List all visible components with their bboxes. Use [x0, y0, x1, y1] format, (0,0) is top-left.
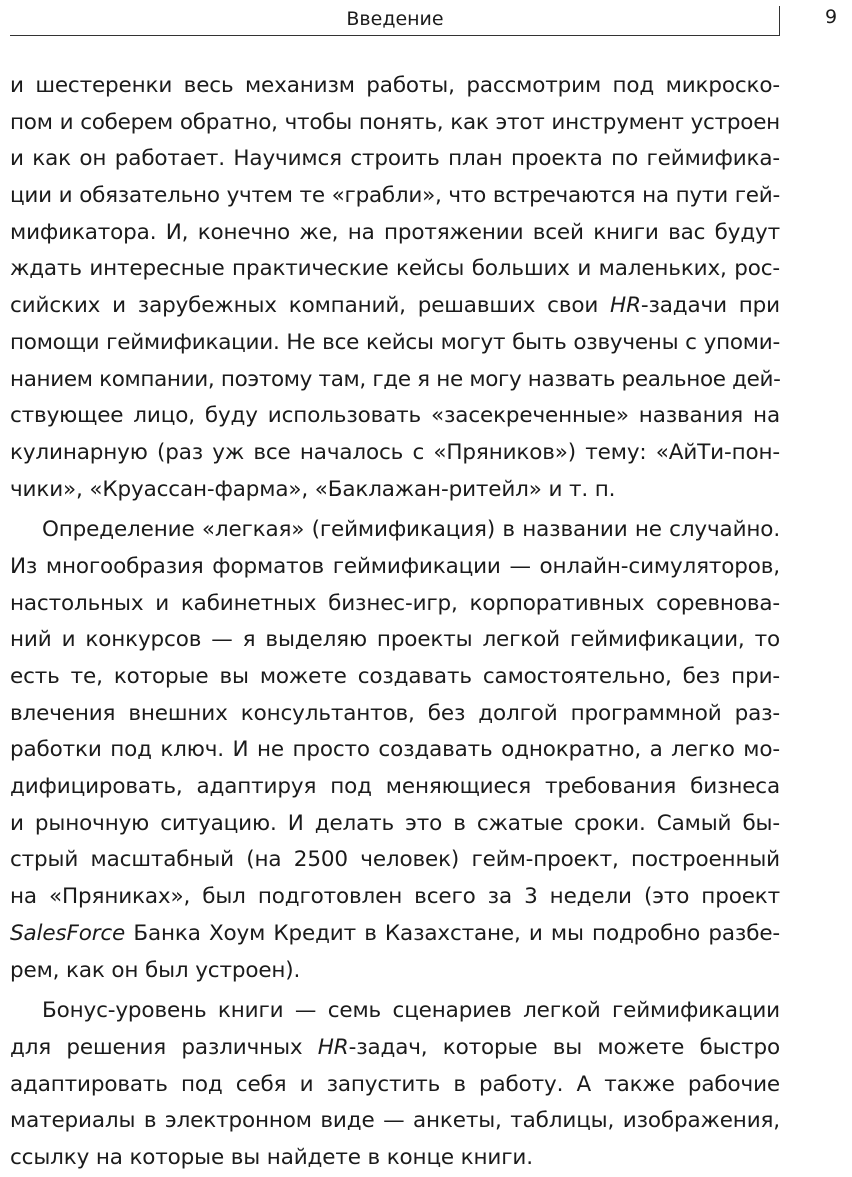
text-line: ции и обязательно учтем те «грабли», что встречаются на пути гей-: [10, 183, 780, 209]
text-run: для решения различных: [10, 1034, 318, 1060]
text-line: нанием компании, поэтому там, где я не могу назвать реальное дей-: [10, 366, 781, 392]
paragraph: [10, 512, 780, 989]
text-line: пом и соберем обратно, чтобы понять, как этот инструмент устроен: [10, 109, 780, 135]
page-number: 9: [824, 6, 838, 28]
text-line: Бонус-уровень книги — семь сценариев легкой геймификации: [42, 998, 780, 1024]
text-line: на «Пряниках», был подготовлен всего за 3 недели (это проект: [10, 884, 780, 910]
text-line: рем, как он был устроен).: [10, 957, 301, 983]
text-line: и как он работает. Научимся строить план проекта по геймифика-: [10, 146, 780, 172]
text-line: мификатора. И, конечно же, на протяжении всей книги вас будут: [10, 219, 780, 245]
italic-term: SalesForce: [10, 920, 126, 946]
running-header: [10, 6, 780, 36]
text-line: помощи геймификации. Не все кейсы могут быть озвучены с упоми-: [10, 329, 780, 355]
paragraph: [10, 993, 780, 1176]
text-line: Из многообразия форматов геймификации — онлайн-симуляторов,: [10, 553, 780, 579]
text-line: влечения внешних консультантов, без долгой программной раз-: [10, 700, 780, 726]
text-line: ний и конкурсов — я выделяю проекты легкой геймификации, то: [10, 627, 780, 653]
text-line: адаптировать под себя и запустить в работу. А также рабочие: [10, 1071, 780, 1097]
header-rule: [10, 35, 780, 36]
text-line: ссылку на которые вы найдете в конце книги.: [10, 1144, 533, 1170]
text-run: -задач, которые вы можете быстро: [348, 1034, 780, 1060]
text-line: [10, 288, 780, 325]
chapter-title: Введение: [346, 8, 444, 30]
italic-term: HR: [610, 293, 641, 319]
paragraph: [10, 68, 780, 508]
text-run: сийских и зарубежных компаний, решавших свои: [10, 293, 611, 319]
text-line: ствующее лицо, буду использовать «засекреченные» названия на: [10, 403, 780, 429]
text-line: кулинарную (раз уж все началось с «Пряников») тему: «АйТи-пон-: [10, 439, 780, 465]
text-run: -задачи при: [640, 293, 780, 319]
text-line: работки под ключ. И не просто создавать однократно, а легко мо-: [10, 737, 780, 763]
text-line: дифицировать, адаптируя под меняющиеся требования бизнеса: [10, 774, 780, 800]
text-line: [10, 1030, 780, 1067]
text-line: ждать интересные практические кейсы больших и маленьких, рос-: [10, 256, 780, 282]
italic-term: HR: [317, 1034, 349, 1060]
text-line: [10, 916, 780, 953]
text-run: Банка Хоум Кредит в Казахстане, и мы подробно разбе-: [125, 920, 780, 946]
text-line: материалы в электронном виде — анкеты, таблицы, изображения,: [10, 1108, 780, 1134]
text-line: чики», «Круассан-фарма», «Баклажан-ритейл» и т. п.: [10, 476, 616, 502]
body-text: [10, 68, 780, 1177]
text-line: и шестеренки весь механизм работы, рассмотрим под микроско-: [10, 73, 780, 98]
text-line: стрый масштабный (на 2500 человек) гейм-проект, построенный: [10, 847, 780, 873]
text-line: настольных и кабинетных бизнес-игр, корпоративных соревнова-: [10, 590, 780, 616]
text-line: есть те, которые вы можете создавать самостоятельно, без при-: [10, 664, 780, 689]
text-line: и рыночную ситуацию. И делать это в сжатые сроки. Самый бы-: [10, 810, 780, 836]
text-line: Определение «легкая» (геймификация) в названии не случайно.: [42, 517, 780, 543]
header-tick: [779, 6, 780, 36]
